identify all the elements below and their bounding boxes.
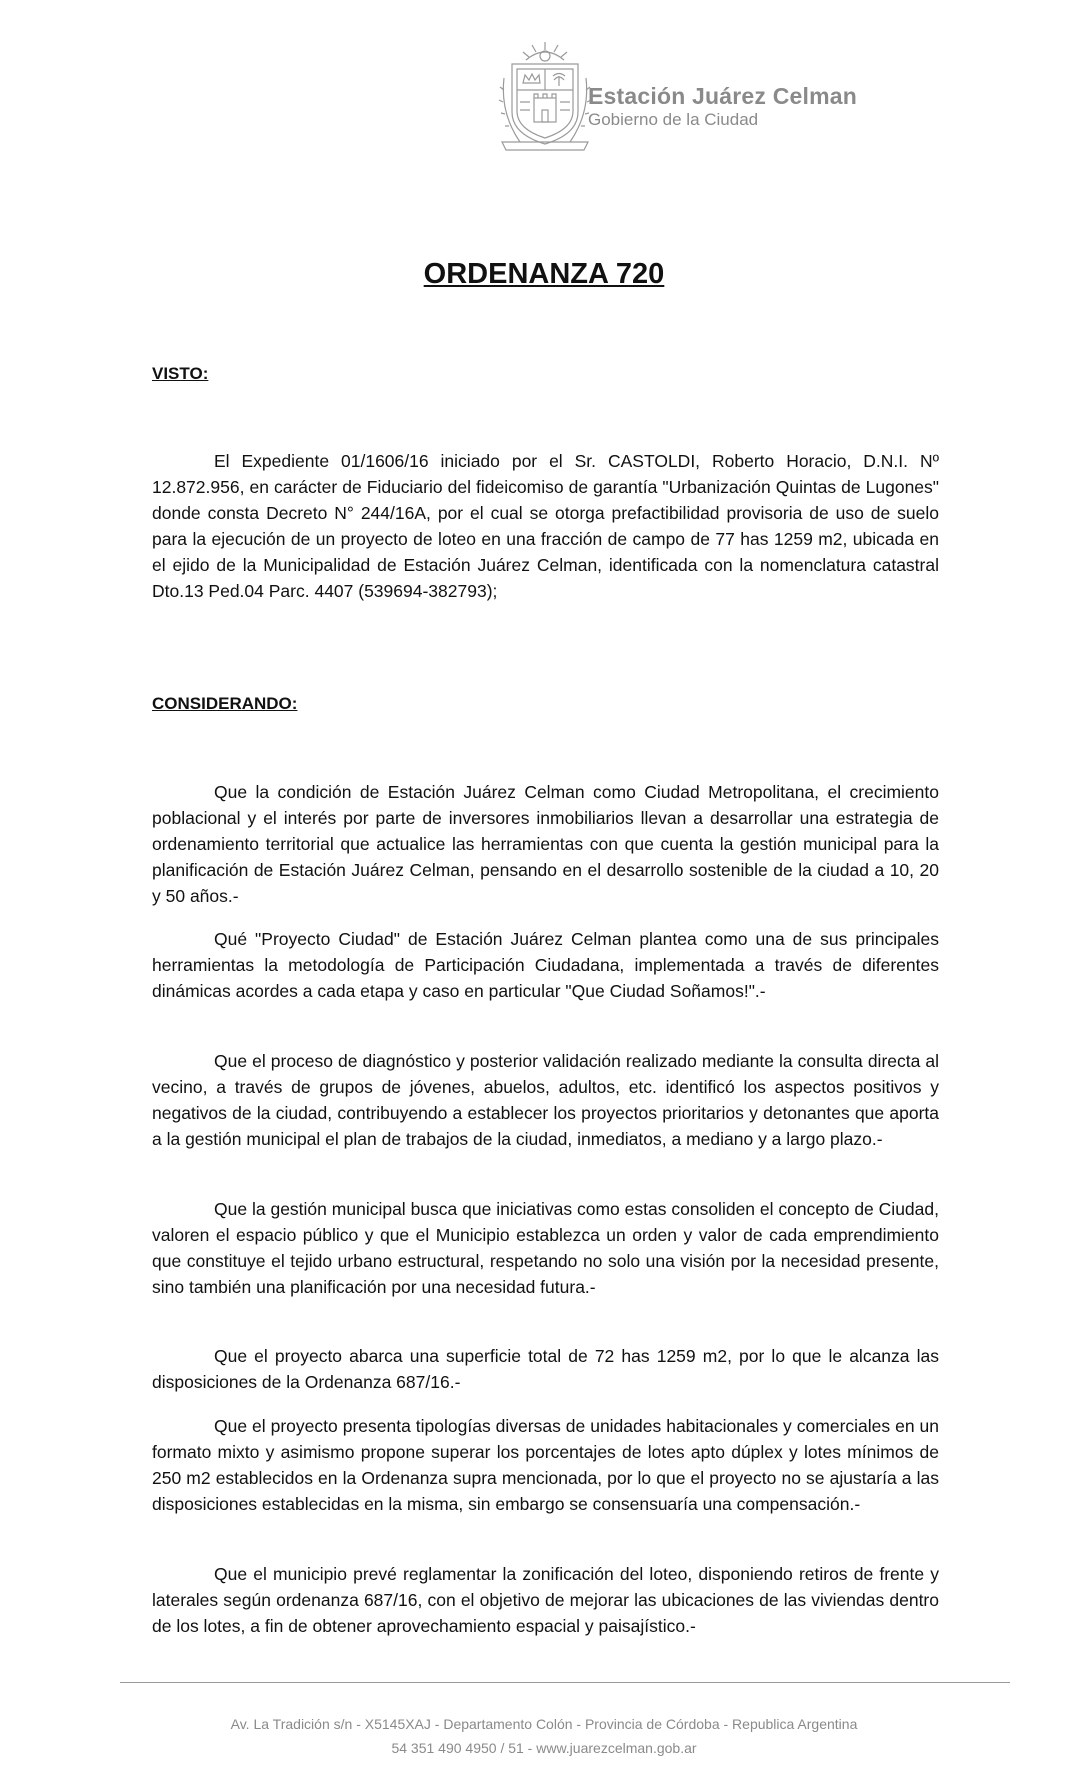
footer-address: Av. La Tradición s/n - X5145XAJ - Departamento Colón - Provincia de Córdoba - Republica Argentina (230, 1716, 858, 1732)
letterhead (490, 38, 890, 158)
considerando-paragraph: Qué "Proyecto Ciudad" de Estación Juárez Celman plantea como una de sus principales herramientas la metodología de Participación Ciudadana, implementada a través de diferentes dinámicas acordes a cada etapa y caso en particular "Que Ciudad Soñamos!".- (152, 929, 939, 1001)
considerando-paragraph: Que el proyecto abarca una superficie total de 72 has 1259 m2, por lo que le alcanza las disposiciones de la Ordenanza 687/16.- (152, 1346, 939, 1392)
considerando-paragraph: Que la gestión municipal busca que iniciativas como estas consoliden el concepto de Ciudad, valoren el espacio público y que el Municipio establezca un orden y valor de cada emprendimiento que constituye el tejido urbano estructural, respetando no solo una visión por la necesidad presente, sino también una planificación por una necesidad futura.- (152, 1199, 939, 1297)
considerando-paragraph: Que el proyecto presenta tipologías diversas de unidades habitacionales y comerciales en un formato mixto y asimismo propone superar los porcentajes de lotes apto dúplex y lotes mínimos de 250 m2 establecidos en la Ordenanza supra mencionada, por lo que el proyecto no se ajustaría a las disposiciones establecidas en la misma, sin embargo se consensuaría una compensación.- (152, 1416, 939, 1514)
visto-paragraph: El Expediente 01/1606/16 iniciado por el Sr. CASTOLDI, Roberto Horacio, D.N.I. Nº 12.872.956, en carácter de Fiduciario del fideicomiso de garantía "Urbanización Quintas de Lugones" donde consta Decreto N° 244/16A, por el cual se otorga prefactibilidad provisoria de uso de suelo para la ejecución de un proyecto de loteo en una fracción de campo de 77 has 1259 m2, ubicada en el ejido de la Municipalidad de Estación Juárez Celman, identificada con la nomenclatura catastral Dto.13 Ped.04 Parc. 4407 (539694-382793); (152, 451, 939, 601)
considerando-paragraph: Que el municipio prevé reglamentar la zonificación del loteo, disponiendo retiros de frente y laterales según ordenanza 687/16, con el objetivo de mejorar las ubicaciones de las viviendas dentro de los lotes, a fin de obtener aprovechamiento espacial y paisajístico.- (152, 1564, 939, 1636)
considerando-paragraph: Que el proceso de diagnóstico y posterior validación realizado mediante la consulta directa al vecino, a través de grupos de jóvenes, abuelos, adultos, etc. identificó los aspectos positivos y negativos de la ciudad, contribuyendo a establecer los proyectos prioritarios y detonantes que aporta a la gestión municipal el plan de trabajos de la ciudad, inmediatos, a mediano y a largo plazo.- (152, 1051, 939, 1149)
considerando-paragraph: Que la condición de Estación Juárez Celman como Ciudad Metropolitana, el crecimiento poblacional y el interés por parte de inversores inmobiliarios llevan a desarrollar una estrategia de ordenamiento territorial que actualice las herramientas con que cuenta la gestión municipal para la planificación de Estación Juárez Celman, pensando en el desarrollo sostenible de la ciudad a 10, 20 y 50 años.- (152, 782, 939, 906)
footer-divider (120, 1682, 1010, 1683)
coat-of-arms-icon (490, 38, 600, 156)
municipality-name: Estación Juárez Celman (588, 83, 858, 109)
considerando-heading: CONSIDERANDO: (152, 694, 298, 713)
footer-contact: 54 351 490 4950 / 51 - www.juarezcelman.gob.ar (391, 1740, 697, 1756)
visto-heading: VISTO: (152, 364, 209, 383)
municipality-subtitle: Gobierno de la Ciudad (588, 110, 759, 129)
document-title: ORDENANZA 720 (423, 258, 665, 290)
